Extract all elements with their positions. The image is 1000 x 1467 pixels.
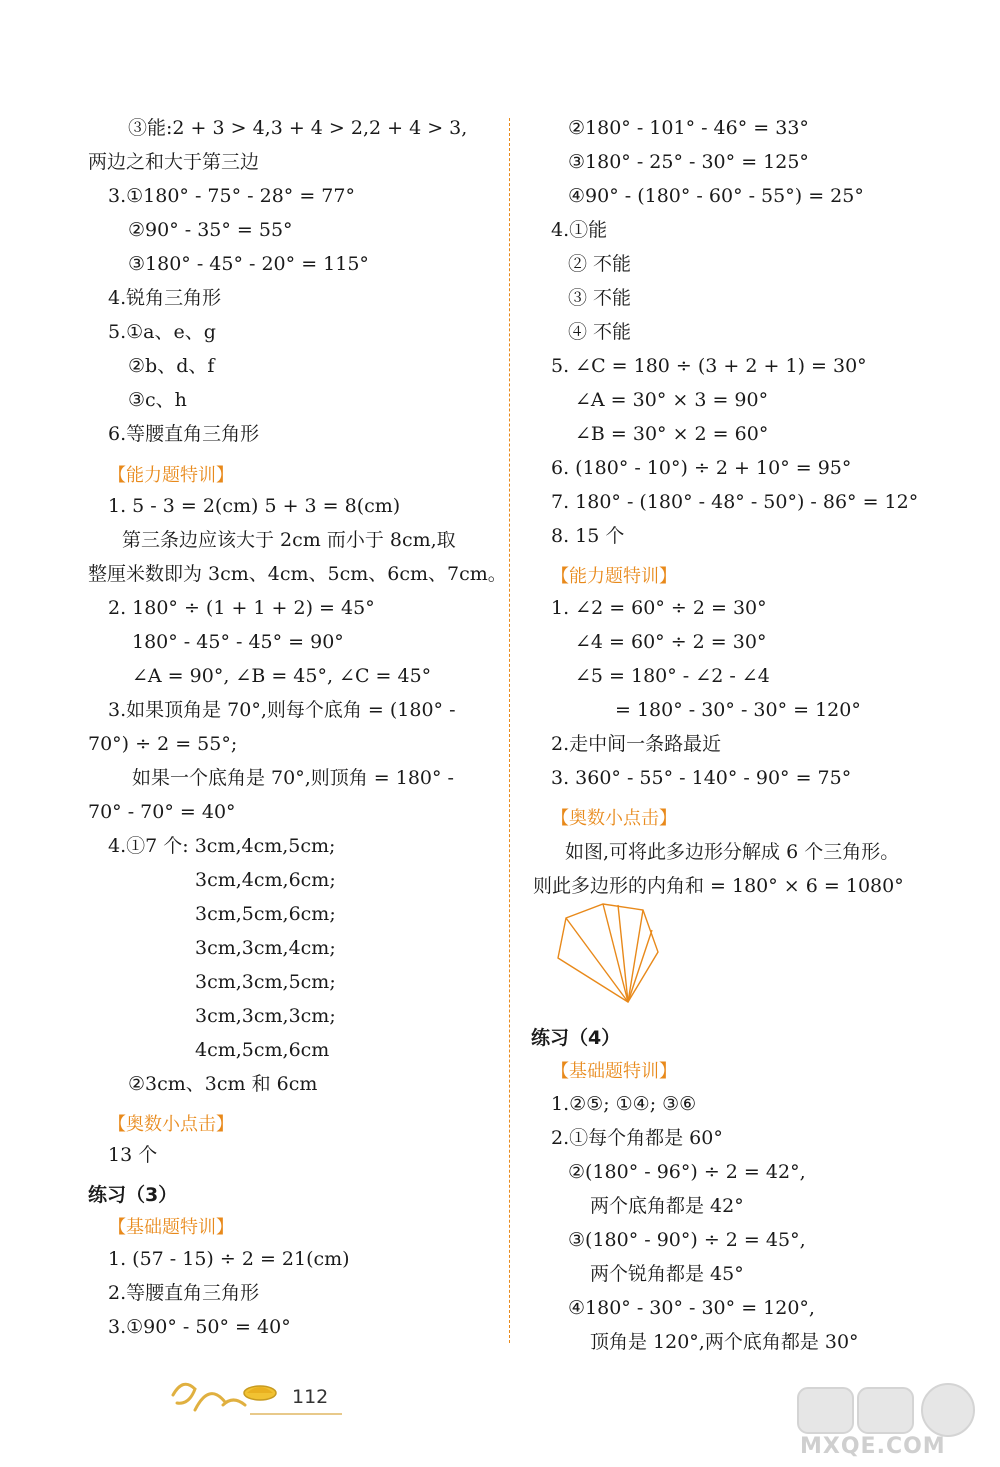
- section-tag: 【基础题特训】: [551, 1061, 677, 1082]
- answer-line: 如图,可将此多边形分解成 6 个三角形。: [565, 841, 900, 863]
- answer-line: 2. 180° ÷ (1 + 1 + 2) = 45°: [108, 597, 375, 619]
- answer-line: 70° - 70° = 40°: [88, 801, 236, 823]
- answer-line: ③(180° - 90°) ÷ 2 = 45°,: [568, 1229, 806, 1251]
- answer-line: 3. 360° - 55° - 140° - 90° = 75°: [551, 767, 852, 789]
- answer-line: 5. ∠C = 180 ÷ (3 + 2 + 1) = 30°: [551, 355, 867, 377]
- section-tag: 【能力题特训】: [551, 566, 677, 587]
- answer-line: 4.锐角三角形: [108, 287, 222, 309]
- answer-line: 2.①每个角都是 60°: [551, 1127, 723, 1149]
- answer-line: 3cm,3cm,5cm;: [195, 971, 336, 993]
- answer-line: 4cm,5cm,6cm: [195, 1039, 330, 1061]
- answer-line: ②3cm、3cm 和 6cm: [128, 1073, 318, 1095]
- answer-line: 3cm,5cm,6cm;: [195, 903, 336, 925]
- answer-line: 整厘米数即为 3cm、4cm、5cm、6cm、7cm。: [88, 563, 507, 585]
- page-number: 112: [292, 1386, 329, 1408]
- answer-line: 2.等腰直角三角形: [108, 1282, 260, 1304]
- answer-line: 1. ∠2 = 60° ÷ 2 = 30°: [551, 597, 767, 619]
- page-number-underline: [250, 1413, 342, 1415]
- answer-line: ③能:2 + 3 > 4,3 + 4 > 2,2 + 4 > 3,: [128, 117, 468, 139]
- answer-line: 则此多边形的内角和 = 180° × 6 = 1080°: [533, 875, 904, 897]
- answer-line: ② 不能: [568, 253, 632, 275]
- answer-line: 6. (180° - 10°) ÷ 2 + 10° = 95°: [551, 457, 852, 479]
- polygon-figure: [548, 900, 663, 1010]
- column-divider: [509, 118, 510, 1343]
- answer-line: ②(180° - 96°) ÷ 2 = 42°,: [568, 1161, 806, 1183]
- watermark-text: MXQE.COM: [800, 1434, 946, 1459]
- section-tag: 【基础题特训】: [108, 1217, 234, 1238]
- answer-line: 70°) ÷ 2 = 55°;: [88, 733, 238, 755]
- answer-line: ②90° - 35° = 55°: [128, 219, 293, 241]
- answer-line: ③c、h: [128, 389, 187, 411]
- answer-line: 3.①180° - 75° - 28° = 77°: [108, 185, 355, 207]
- answer-line: ∠B = 30° × 2 = 60°: [575, 423, 769, 445]
- answer-line: 两个锐角都是 45°: [590, 1263, 744, 1285]
- answer-line: 8. 15 个: [551, 525, 625, 547]
- answer-line: 4.①7 个: 3cm,4cm,5cm;: [108, 835, 336, 857]
- answer-line: 3.①90° - 50° = 40°: [108, 1316, 291, 1338]
- answer-line: 6.等腰直角三角形: [108, 423, 260, 445]
- answer-line: ④180° - 30° - 30° = 120°,: [568, 1297, 815, 1319]
- answer-line: 3cm,4cm,6cm;: [195, 869, 336, 891]
- answer-line: 第三条边应该大于 2cm 而小于 8cm,取: [122, 529, 456, 551]
- answer-line: 两个底角都是 42°: [590, 1195, 744, 1217]
- answer-line: 1. 5 - 3 = 2(cm) 5 + 3 = 8(cm): [108, 495, 401, 517]
- answer-line: ∠5 = 180° - ∠2 - ∠4: [575, 665, 770, 687]
- answer-line: 13 个: [108, 1144, 158, 1166]
- answer-line: ∠4 = 60° ÷ 2 = 30°: [575, 631, 767, 653]
- answer-line: ③180° - 45° - 20° = 115°: [128, 253, 369, 275]
- answer-line: 3cm,3cm,4cm;: [195, 937, 336, 959]
- answer-line: 4.①能: [551, 219, 608, 241]
- answer-line: ②b、d、f: [128, 355, 215, 377]
- answer-line: 3cm,3cm,3cm;: [195, 1005, 336, 1027]
- answer-line: 180° - 45° - 45° = 90°: [132, 631, 344, 653]
- section-tag: 【奥数小点击】: [551, 808, 677, 829]
- footer-decoration: [165, 1365, 295, 1420]
- answer-line: 1. (57 - 15) ÷ 2 = 21(cm): [108, 1248, 350, 1270]
- answer-line: = 180° - 30° - 30° = 120°: [615, 699, 861, 721]
- answer-line: 如果一个底角是 70°,则顶角 = 180° -: [132, 767, 454, 789]
- answer-line: 2.走中间一条路最近: [551, 733, 722, 755]
- answer-line: 两边之和大于第三边: [88, 151, 260, 173]
- answer-line: ④ 不能: [568, 321, 632, 343]
- answer-line: ④90° - (180° - 60° - 55°) = 25°: [568, 185, 864, 207]
- answer-line: ③ 不能: [568, 287, 632, 309]
- answer-line: 7. 180° - (180° - 48° - 50°) - 86° = 12°: [551, 491, 919, 513]
- answer-line: 3.如果顶角是 70°,则每个底角 = (180° -: [108, 699, 456, 721]
- section-tag: 【奥数小点击】: [108, 1114, 234, 1135]
- answer-line: 1.②⑤; ①④; ③⑥: [551, 1093, 697, 1115]
- section-title: 练习（4）: [531, 1027, 621, 1049]
- section-title: 练习（3）: [88, 1184, 178, 1206]
- section-tag: 【能力题特训】: [108, 465, 234, 486]
- answer-line: 顶角是 120°,两个底角都是 30°: [590, 1331, 859, 1353]
- answer-line: ∠A = 90°, ∠B = 45°, ∠C = 45°: [132, 665, 432, 687]
- answer-line: 5.①a、e、g: [108, 321, 216, 343]
- answer-line: ②180° - 101° - 46° = 33°: [568, 117, 809, 139]
- answer-line: ∠A = 30° × 3 = 90°: [575, 389, 769, 411]
- answer-line: ③180° - 25° - 30° = 125°: [568, 151, 809, 173]
